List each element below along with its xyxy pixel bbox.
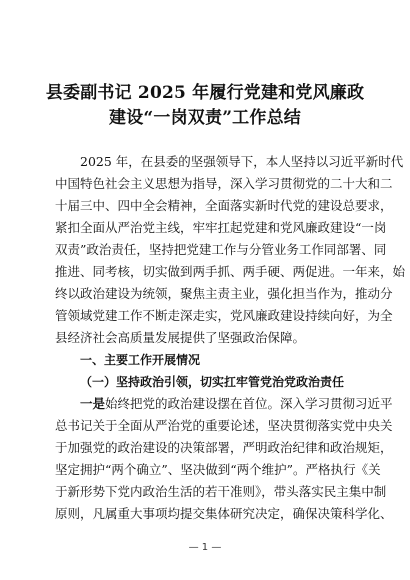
- paragraph-line: 坚定拥护“两个确立”、坚决做到“两个维护”。严格执行《关: [55, 462, 381, 477]
- paragraph-line: 于新形势下党内政治生活的若干准则》，带头落实民主集中制: [55, 484, 387, 499]
- paragraph-lead: 一是: [80, 396, 106, 411]
- section-heading: 一、主要工作开展情况: [80, 353, 201, 367]
- page-number: — 1 —: [188, 542, 222, 553]
- document-title-line-2: 建设“一岗双责”工作总结: [109, 108, 301, 128]
- paragraph-line: 原则，凡属重大事项均提交集体研究决定，确保决策科学化、: [55, 506, 393, 521]
- document-title-line-1: 县委副书记 2025 年履行党建和党风廉政: [45, 83, 365, 103]
- paragraph-line-rest: 始终把党的政治建设摆在首位。深入学习贯彻习近平: [105, 396, 393, 411]
- intro-line: 2025 年，在县委的坚强领导下，本人坚持以习近平新时代: [80, 154, 404, 169]
- paragraph-line: 总书记关于全面从严治党的重要论述，坚决贯彻落实党中央关: [55, 418, 393, 433]
- paragraph-line: [55, 394, 393, 414]
- intro-line: 十届三中、四中全会精神，全面落实新时代党的建设总要求，: [55, 198, 393, 213]
- intro-line: 终以政治建设为统领，聚焦主责主业，强化担当作为，推动分: [55, 286, 393, 301]
- intro-line: 县经济社会高质量发展提供了坚强政治保障。: [55, 330, 306, 345]
- intro-line: 双责”政治责任，坚持把党建工作与分管业务工作同部署、同: [55, 242, 387, 257]
- paragraph-line: 于加强党的政治建设的决策部署，严明政治纪律和政治规矩，: [55, 440, 393, 455]
- intro-line: 管领域党建工作不断走深走实，党风廉政建设持续向好，为全: [55, 308, 393, 323]
- intro-line: 紧扣全面从严治党主线，牢牢扛起党建和党风廉政建设“一岗: [55, 220, 387, 235]
- intro-line: 中国特色社会主义思想为指导，深入学习贯彻党的二十大和二: [55, 176, 393, 191]
- intro-line: 推进、同考核，切实做到两手抓、两手硬、两促进。一年来，始: [55, 264, 406, 279]
- subsection-heading: （一）坚持政治引领，切实扛牢管党治党政治责任: [80, 375, 345, 389]
